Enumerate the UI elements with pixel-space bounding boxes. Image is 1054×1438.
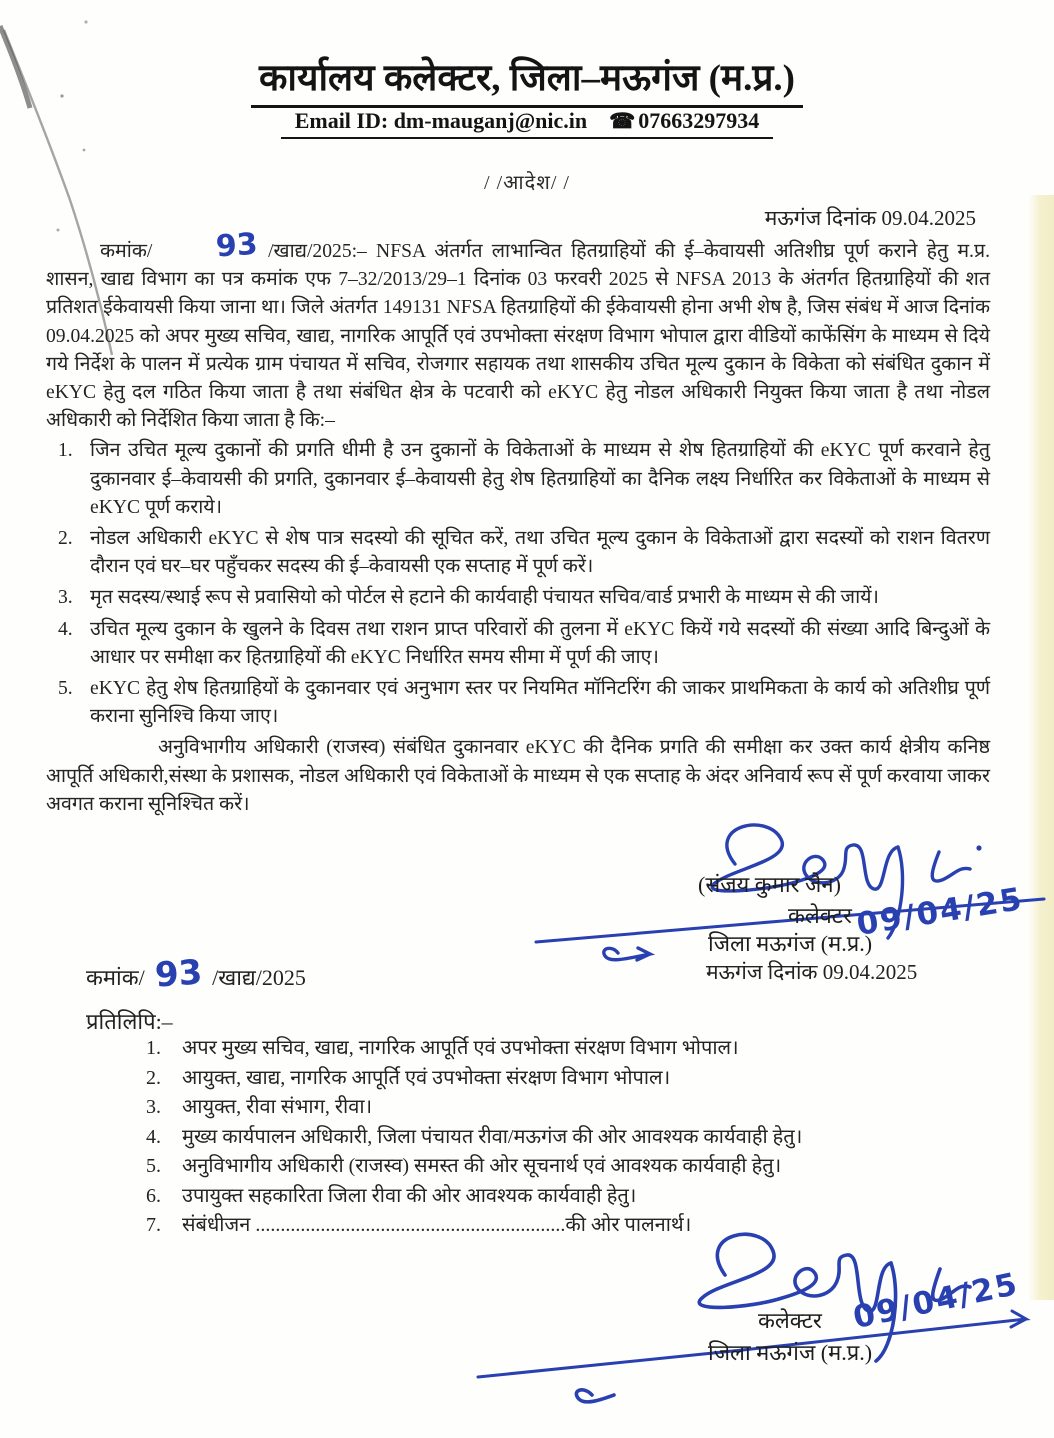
intro-text: [367, 241, 376, 262]
order-intro-text: NFSA अंतर्गत लाभान्वित हितग्राहियों की ई–केवायसी अतिशीघ्र पूर्ण कराने हेतु म.प्र. शासन, खाद्य विभाग का पत्र कमांक एफ 7–32/2013/29–1 दिनांक 03 फरवरी 2025 से NFSA 2013 के अंतर्गत हितग्राहियों की शत प्रतिशत ईकेवायसी किया जाना था। जिले अंतर्गत 149131 NFSA हितग्राहियों की ईकेवायसी होना अभी शेष है, जिस संबंध में आज दिनांक 09.04.2025 को अपर मुख्य सचिव, खाद्य, नागरिक आपूर्ति एवं उपभोक्ता संरक्षण विभाग भोपाल द्वारा वीडियों काफेंसिंग के माध्यम से दिये गये निर्देश के पालन में प्रत्येक ग्राम पंचायत में सचिव, रोजगार सहायक तथा शासकीय उचित मूल्य दुकान के विकेता को संबंधित दुकान में eKYC हेतु दल गठित किया जाता है तथा संबंधित क्षेत्र के पटवारी को eKYC हेतु नोडल अधिकारी नियुक्त किया जाता है तथा नोडल अधिकारी को निर्देशित किया जाता है कि:–: [46, 241, 990, 432]
copy-recipient-2: आयुक्त, खाद्य, नागरिक आपूर्ति एवं उपभोक्ता संरक्षण विभाग भोपाल।: [182, 1066, 671, 1089]
signatory-district: जिला मऊगंज (म.प्र.): [708, 931, 873, 956]
signature-block-upper: [530, 812, 1054, 982]
letterhead-contact-line: [0, 108, 1054, 139]
copy-recipient-5: अनुविभागीय अधिकारी (राजस्व) समस्त की ओर सूचनार्थ एवं आवश्यक कार्यवाही हेतु।: [182, 1155, 782, 1177]
signatory-name: (संजय कुमार जैन): [698, 872, 841, 897]
contact-line-wrap: [281, 108, 774, 139]
directive-item-1: जिन उचित मूल्य दुकानों की प्रगति धीमी है उन दुकानों के विकेताओं के माध्यम से शेष हितग्राहियों की eKYC पूर्ण करवाने हेतु दुकानवार ई–केवायसी की प्रगति, दुकानवार ई–केवायसी हेतु शेष हितग्राहियों का दैनिक लक्ष्य निर्धारित कर विकेताओं के माध्यम से eKYC पूर्ण कराये।: [90, 440, 990, 518]
email-id-text: Email ID: dm-mauganj@nic.in: [294, 108, 588, 133]
scan-edge-strip: [1028, 195, 1054, 1300]
copy-recipient-4: मुख्य कार्यपालन अधिकारी, जिला पंचायत रीवा/मऊगंज की ओर आवश्यक कार्यवाही हेतु।: [182, 1125, 803, 1148]
handwritten-ref-number: 93: [215, 226, 260, 265]
handwritten-date-upper: 09/04/25: [854, 881, 1026, 943]
copy-recipient-1: अपर मुख्य सचिव, खाद्य, नागरिक आपूर्ति एवं उपभोक्ता संरक्षण विभाग भोपाल।: [182, 1037, 739, 1059]
letterhead-title-text: कार्यालय कलेक्टर, जिला–मऊगंज (म.प्र.): [251, 50, 803, 108]
copy-recipient-6: उपायुक्त सहकारिता जिला रीवा की ओर आवश्यक कार्यवाही हेतु।: [182, 1184, 637, 1207]
ref-prefix: कमांक/: [100, 241, 153, 262]
place-date-line: मऊगंज दिनांक 09.04.2025: [764, 206, 976, 230]
phone-icon: ☎: [609, 109, 636, 133]
order-closing-paragraph: अनुविभागीय अधिकारी (राजस्व) संबंधित दुकानवार eKYC की दैनिक प्रगति की समीक्षा कर उक्त कार्य क्षेत्रीय कनिष्ठ आपूर्ति अधिकारी,संस्था के प्रशासक, नोडल अधिकारी एवं विकेताओं के माध्यम से एक सप्ताह के अंदर अनिवार्य रूप सें पूर्ण करवाया जाकर अवगत कराना सूनिश्चित करें।: [46, 737, 990, 815]
signatory-district-2: जिला मऊगंज (म.प्र.): [708, 1340, 873, 1365]
order-intro-paragraph: [46, 226, 990, 435]
copy-ref-line: [86, 952, 306, 996]
signatory-designation: कलेक्टर: [788, 903, 852, 928]
signatory-designation-2: कलेक्टर: [758, 1308, 822, 1333]
copy-ref-prefix: कमांक/: [86, 965, 145, 990]
order-heading: / /आदेश/ /: [484, 172, 570, 194]
directive-item-2: नोडल अधिकारी eKYC से शेष पात्र सदस्यो की सूचित करें, तथा उचित मूल्य दुकान के विकेताओं द्वारा सदस्यों को राशन वितरण दौरान एवं घर–घर पहुँचकर सदस्य की ई–केवायसी एक सप्ताह में पूर्ण करें।: [90, 528, 990, 578]
copy-ref-suffix: /खाद्य/2025: [212, 965, 306, 990]
copy-recipient-7: संबंधीजन ..............................................................की ओर पालनार्थ।: [182, 1214, 692, 1236]
copy-to-label: प्रतिलिपि:–: [86, 1009, 173, 1034]
signature-date-line: मऊगंज दिनांक 09.04.2025: [706, 960, 918, 984]
copy-recipient-3: आयुक्त, रीवा संभाग, रीवा।: [182, 1096, 373, 1118]
directive-item-4: उचित मूल्य दुकान के खुलने के दिवस तथा राशन प्राप्त परिवारों की तुलना में eKYC कियें गये सदस्यों की संख्या आदि बिन्दुओं के आधार पर समीक्षा कर हितग्राहियों की eKYC निर्धारित समय सीमा में पूर्ण की जाए।: [90, 618, 990, 668]
handwritten-date-lower: 09/04/25: [850, 1265, 1022, 1337]
signature-block-lower: [470, 1225, 1054, 1425]
phone-number-text: 07663297934: [638, 108, 760, 133]
directive-item-3: मृत सदस्य/स्थाई रूप से प्रवासियो को पोर्टल से हटाने की कार्यवाही पंचायत सचिव/वार्ड प्रभारी के माध्यम से की जायें।: [90, 587, 879, 609]
order-body: [46, 226, 990, 819]
order-directive-list: [46, 437, 990, 731]
handwritten-ref-number-2: 93: [153, 952, 204, 996]
ref-suffix: /खाद्य/2025:–: [268, 241, 367, 262]
copy-recipient-list: [146, 1034, 1016, 1241]
office-letterhead-title: [0, 50, 1054, 108]
directive-item-5: eKYC हेतु शेष हितग्राहियों के दुकानवार एवं अनुभाग स्तर पर नियमित मॉनिटरिंग की जाकर प्राथमिकता के कार्य को अतिशीघ्र पूर्ण कराना सुनिश्चि किया जाए।: [90, 678, 990, 728]
